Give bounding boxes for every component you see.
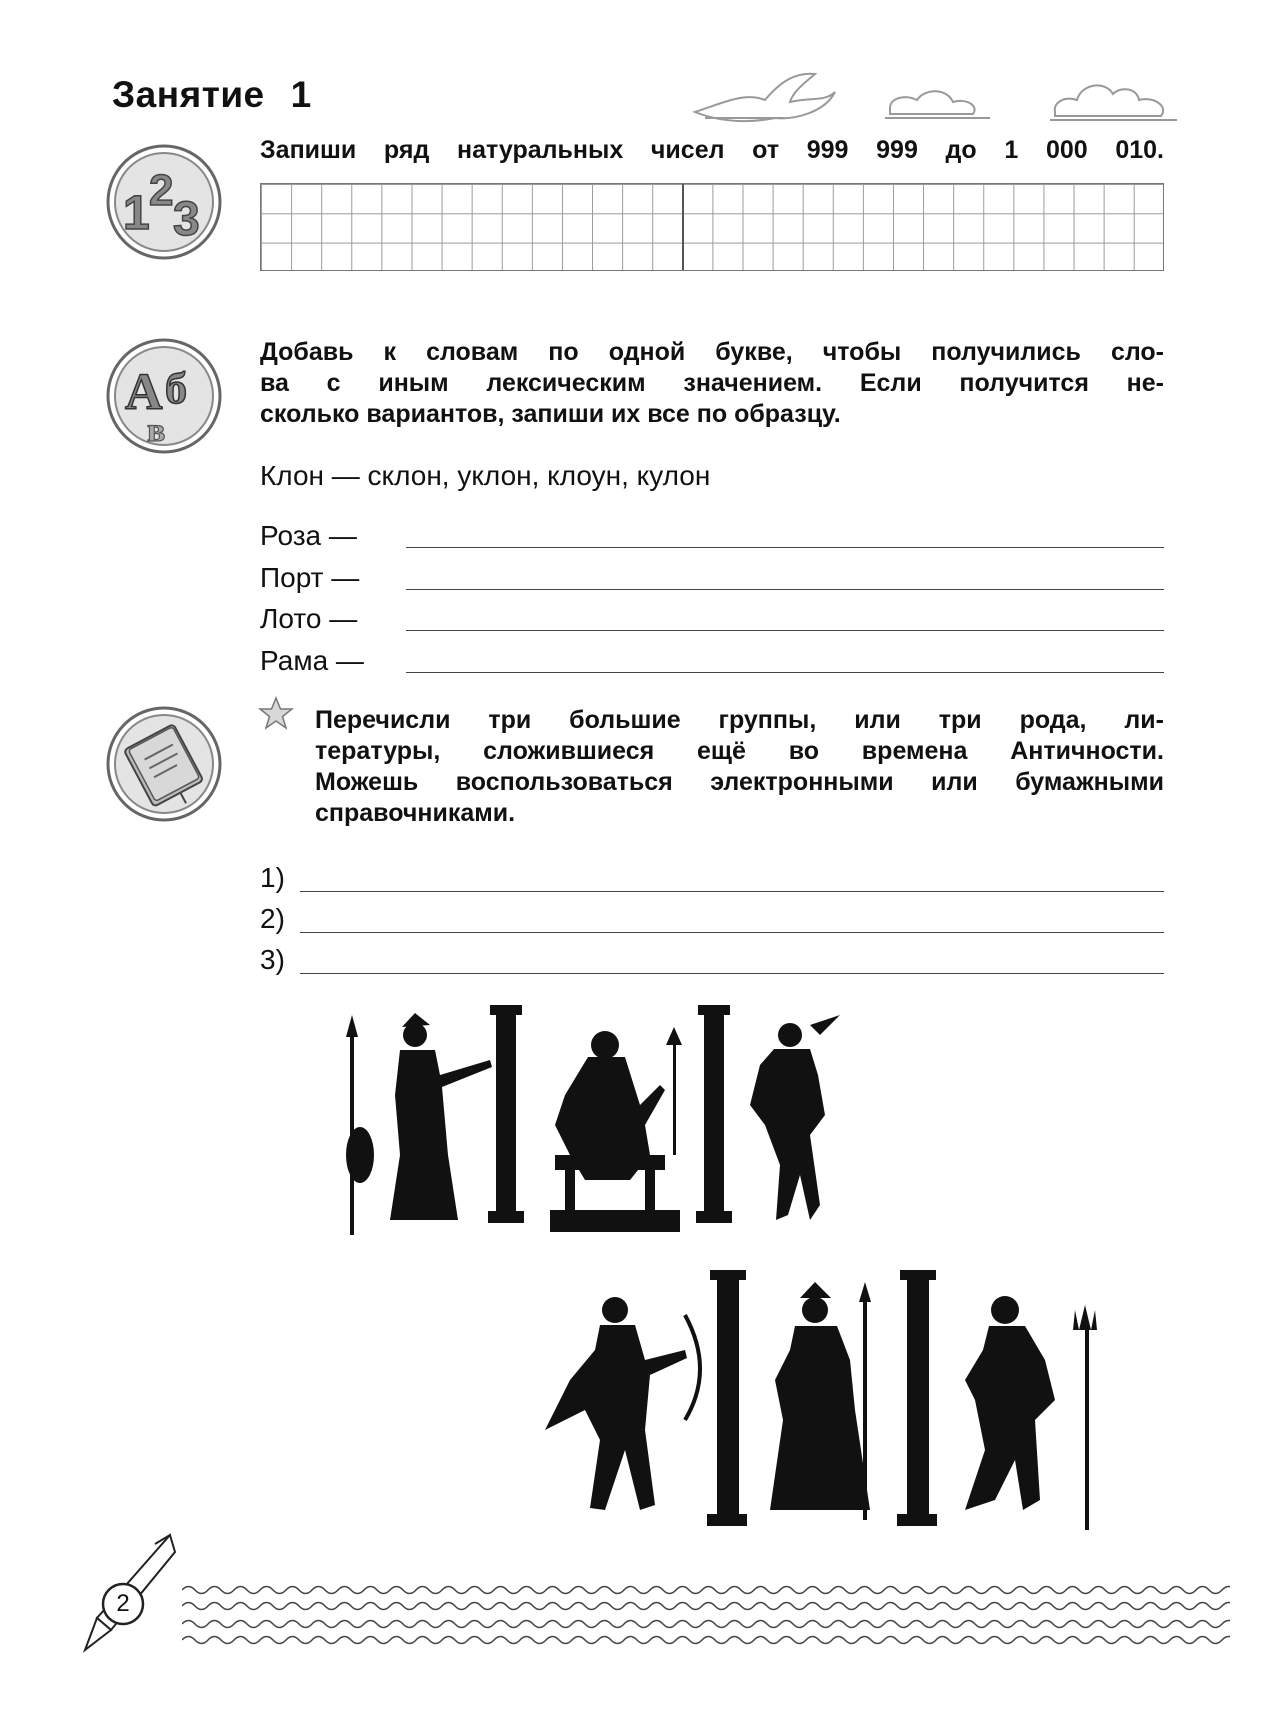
answer-row[interactable]	[260, 603, 1164, 637]
wave-line	[182, 1603, 1230, 1610]
svg-text:А: А	[125, 364, 163, 421]
svg-text:2: 2	[149, 166, 174, 215]
svg-text:1: 1	[123, 187, 150, 240]
answer-line[interactable]	[406, 589, 1164, 590]
greek-gods-illustration-bottom	[545, 1270, 1130, 1540]
greek-gods-illustration-top	[340, 1005, 860, 1245]
cloud-icon-2	[1055, 85, 1163, 116]
answer-word: Лото —	[260, 603, 358, 634]
poseidon-figure	[965, 1296, 1097, 1530]
athena-figure	[770, 1282, 871, 1520]
task1-text: Запиши ряд натуральных чисел от 999 999 до 1 000 010.	[260, 136, 1164, 164]
svg-text:3: 3	[173, 193, 200, 246]
column-icon	[707, 1270, 747, 1526]
athena-figure	[346, 1013, 492, 1235]
answer-number: 2)	[260, 903, 285, 934]
answer-row[interactable]	[260, 562, 1164, 596]
lesson-number: 1	[290, 74, 312, 115]
lesson-word: Занятие	[112, 74, 265, 115]
answer-line[interactable]	[406, 630, 1164, 631]
svg-text:б: б	[165, 364, 187, 413]
answer-word: Порт —	[260, 562, 360, 593]
answer-row[interactable]	[260, 645, 1164, 679]
page-number: 2	[116, 1590, 130, 1617]
waves-decoration	[182, 1582, 1230, 1650]
answer-line[interactable]	[300, 891, 1164, 892]
zeus-figure	[550, 1027, 682, 1232]
bird-and-clouds-decoration	[685, 62, 1195, 130]
letters-abv-icon	[105, 337, 223, 455]
column-icon	[897, 1270, 937, 1526]
task3-text	[315, 705, 1164, 829]
numbered-answer-row[interactable]	[260, 944, 1164, 980]
answer-line[interactable]	[300, 973, 1164, 974]
star-icon	[258, 696, 294, 730]
task3-line: Перечисли три большие группы, или три рода, ли-	[315, 706, 1164, 734]
column-icon	[488, 1005, 524, 1223]
answer-word: Роза —	[260, 520, 357, 551]
column-icon	[696, 1005, 732, 1223]
grid-divider	[682, 184, 684, 270]
wave-line	[182, 1587, 1230, 1594]
svg-text:в: в	[147, 412, 166, 449]
answer-grid[interactable]	[260, 183, 1164, 271]
numbered-answer-row[interactable]	[260, 903, 1164, 939]
answer-number: 3)	[260, 944, 285, 975]
answer-row[interactable]	[260, 520, 1164, 554]
answer-line[interactable]	[406, 672, 1164, 673]
lesson-title	[112, 74, 312, 116]
answer-line[interactable]	[300, 932, 1164, 933]
task3-line: Можешь воспользоваться электронными или бумажными	[315, 768, 1164, 796]
book-icon	[105, 705, 223, 823]
task2-text	[260, 337, 1164, 430]
answer-word: Рама —	[260, 645, 364, 676]
wave-line	[182, 1621, 1230, 1628]
cloud-icon-1	[890, 91, 975, 114]
task3-line: справочниками.	[315, 799, 516, 827]
bird-icon	[695, 74, 835, 121]
answer-number: 1)	[260, 862, 285, 893]
digits-123-icon	[105, 143, 223, 261]
answer-line[interactable]	[406, 547, 1164, 548]
numbered-answer-row[interactable]	[260, 862, 1164, 898]
task2-line: ва с иным лексическим значением. Если получится не-	[260, 369, 1164, 397]
apollo-figure	[750, 1015, 840, 1220]
task2-line: Добавь к словам по одной букве, чтобы получились сло-	[260, 338, 1164, 366]
wave-line	[182, 1637, 1230, 1644]
task2-line: сколько вариантов, запиши их все по образцу.	[260, 400, 841, 428]
archer-figure	[545, 1297, 700, 1510]
task2-example: Клон — склон, уклон, клоун, кулон	[260, 460, 711, 491]
task3-line: тературы, сложившиеся ещё во времена Античности.	[315, 737, 1164, 765]
